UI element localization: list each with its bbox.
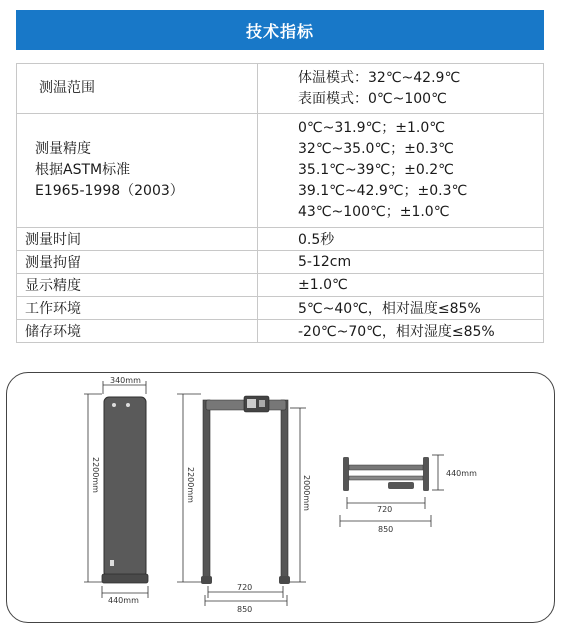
side-height-label: 2200mm xyxy=(90,456,100,493)
spec-value: 32℃~35.0℃；±0.3℃ xyxy=(298,141,454,157)
spec-value: 43℃~100℃；±1.0℃ xyxy=(298,204,450,220)
spec-name: 测温范围 xyxy=(39,80,95,96)
table-row xyxy=(17,64,544,114)
top-outer-width-label: 850 xyxy=(377,524,393,534)
table-row xyxy=(17,297,544,320)
side-base-label: 440mm xyxy=(107,595,139,605)
spec-name: 储存环境 xyxy=(25,324,81,340)
spec-value-cell xyxy=(258,320,544,343)
front-right-foot xyxy=(279,576,290,584)
front-inner-width-label: 720 xyxy=(236,582,252,592)
spec-name-cell xyxy=(17,320,258,343)
spec-name-cell xyxy=(17,228,258,251)
dimension-drawing-panel xyxy=(6,372,555,623)
spec-value: 5℃~40℃，相对温度≤85% xyxy=(298,301,481,317)
top-display-head xyxy=(388,482,414,489)
spec-value: -20℃~70℃，相对湿度≤85% xyxy=(298,324,495,340)
table-row xyxy=(17,114,544,228)
dimension-drawing xyxy=(6,372,555,623)
top-depth-label: 440mm xyxy=(445,468,477,478)
display-screen xyxy=(247,399,256,408)
top-right-post xyxy=(423,457,429,491)
side-panel xyxy=(104,397,146,577)
side-width-label: 340mm xyxy=(109,375,141,385)
spec-name: 测量时间 xyxy=(25,232,81,248)
spec-name: 显示精度 xyxy=(25,278,81,294)
spec-name: 测量精度 xyxy=(35,141,91,157)
spec-value: ±1.0℃ xyxy=(298,277,348,293)
spec-value: 0.5秒 xyxy=(298,232,335,248)
spec-value-cell xyxy=(258,64,544,114)
spec-name: 根据ASTM标准 xyxy=(35,162,131,178)
spec-value-cell xyxy=(258,251,544,274)
front-left-foot xyxy=(201,576,212,584)
spec-name: 测量拘留 xyxy=(25,255,81,271)
front-left-post xyxy=(203,400,210,580)
top-inner-width-label: 720 xyxy=(376,504,392,514)
top-left-post xyxy=(343,457,349,491)
spec-name: 工作环境 xyxy=(25,301,81,317)
side-indicator xyxy=(110,560,114,566)
spec-value: 表面模式：0℃~100℃ xyxy=(298,90,447,107)
screw-icon xyxy=(112,403,116,407)
spec-value-cell xyxy=(258,114,544,228)
spec-value-cell xyxy=(258,228,544,251)
display-sensor xyxy=(259,400,265,407)
spec-value-cell xyxy=(258,274,544,297)
spec-name: E1965-1998（2003） xyxy=(35,183,184,199)
spec-name-cell xyxy=(17,274,258,297)
spec-value: 35.1℃~39℃；±0.2℃ xyxy=(298,162,454,178)
spec-value-cell xyxy=(258,297,544,320)
table-row xyxy=(17,274,544,297)
spec-title-banner xyxy=(16,10,544,50)
spec-name-cell xyxy=(17,251,258,274)
spec-value: 体温模式：32℃~42.9℃ xyxy=(298,69,461,86)
spec-name-cell xyxy=(17,64,258,114)
table-row xyxy=(17,251,544,274)
top-bar-upper xyxy=(349,465,423,470)
spec-title: 技术指标 xyxy=(245,21,314,41)
front-inner-height-label: 2000mm xyxy=(301,474,311,511)
spec-name-cell xyxy=(17,297,258,320)
spec-table xyxy=(16,63,544,343)
spec-value: 5-12cm xyxy=(298,254,352,270)
top-bar-lower xyxy=(349,476,423,480)
screw-icon xyxy=(126,403,130,407)
front-outer-width-label: 850 xyxy=(236,604,252,614)
spec-name-cell xyxy=(17,114,258,228)
table-row xyxy=(17,228,544,251)
front-right-post xyxy=(281,400,288,580)
spec-value: 0℃~31.9℃；±1.0℃ xyxy=(298,120,445,136)
front-height-label: 2200mm xyxy=(185,466,195,503)
spec-value: 39.1℃~42.9℃；±0.3℃ xyxy=(298,183,468,199)
side-base xyxy=(102,574,148,583)
table-row xyxy=(17,320,544,343)
